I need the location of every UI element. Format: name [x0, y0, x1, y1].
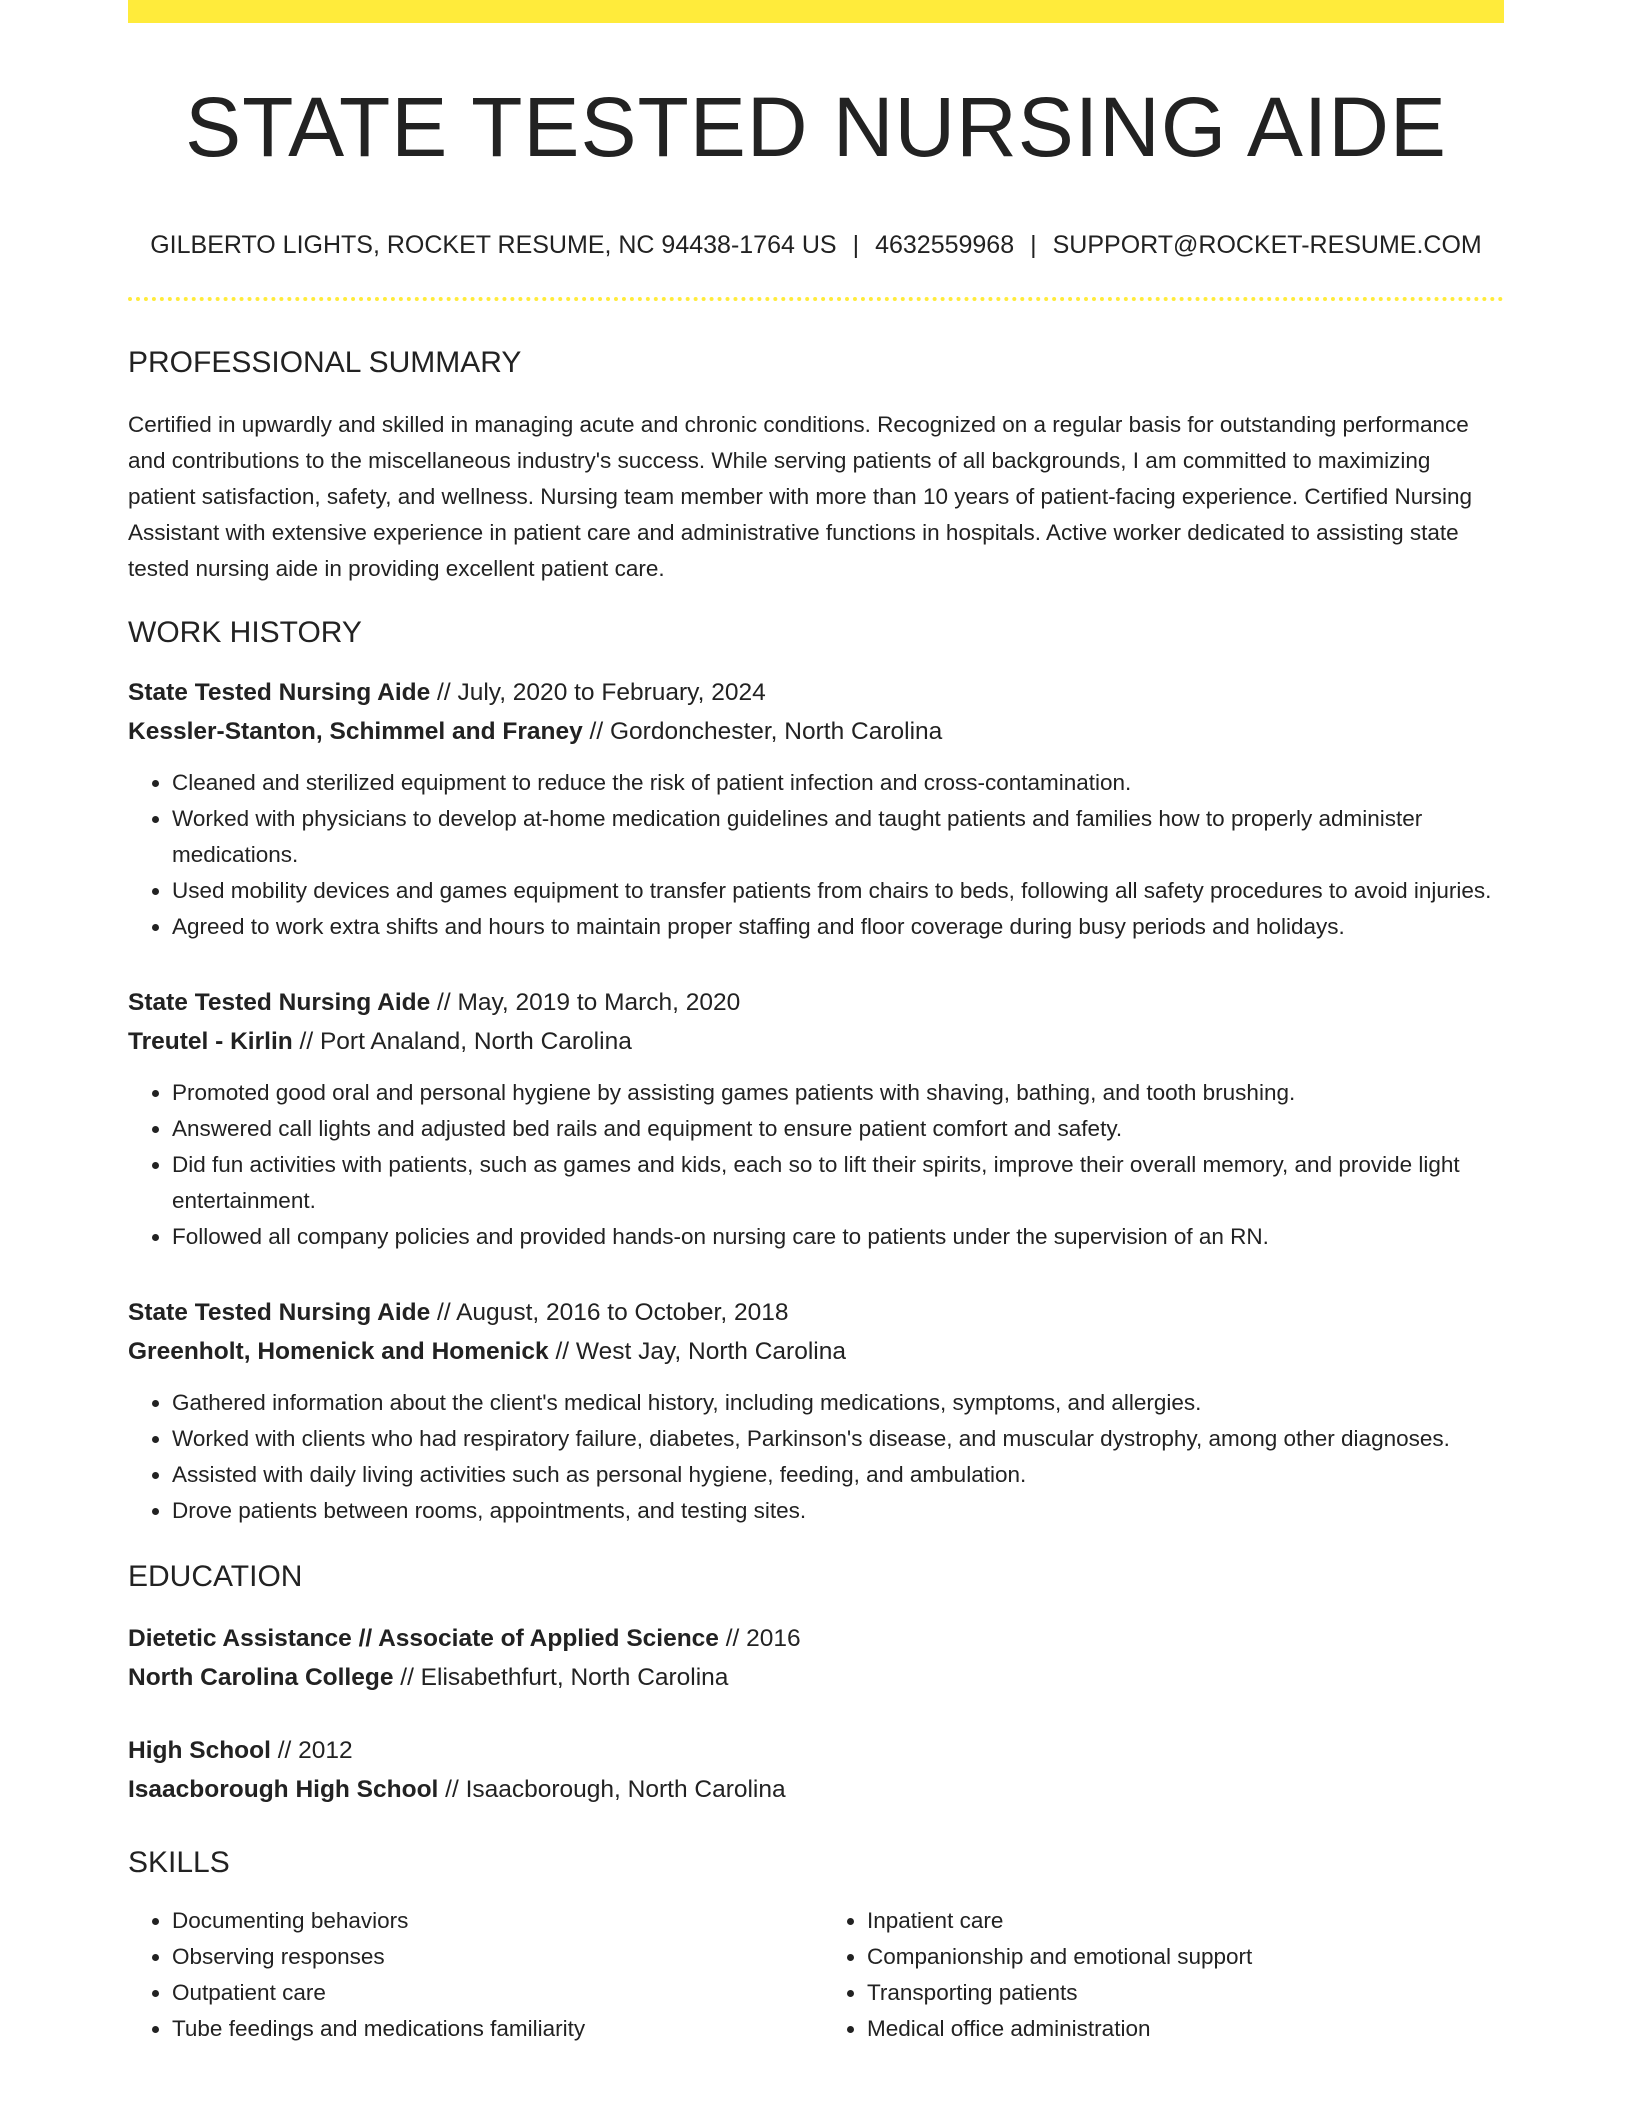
- resume-page: [128, 0, 1504, 2047]
- education-degree: High School: [128, 1736, 271, 1764]
- education-degree-line: [128, 1731, 1504, 1770]
- job-bullet: • Worked with physicians to develop at-home medication guidelines and taught patients and families how to properly administer medications.: [172, 801, 1504, 873]
- job-bullets: [128, 1075, 1504, 1255]
- header-divider: [128, 297, 1504, 301]
- skills-list-right: [809, 1903, 1504, 2047]
- contact-email: SUPPORT@ROCKET-RESUME.COM: [1052, 230, 1482, 259]
- job-bullets: [128, 765, 1504, 945]
- job-title-line: [128, 1293, 1504, 1332]
- job-title: State Tested Nursing Aide: [128, 1298, 431, 1326]
- job-bullet: • Agreed to work extra shifts and hours to maintain proper staffing and floor coverage during busy periods and holidays.: [172, 909, 1504, 945]
- skill-item: • Medical office administration: [867, 2011, 1504, 2047]
- education-degree-line: [128, 1619, 1504, 1658]
- job-bullet: • Gathered information about the client's medical history, including medications, symptoms, and allergies.: [172, 1385, 1504, 1421]
- skill-item: • Documenting behaviors: [172, 1903, 809, 1939]
- job-dates: // July, 2020 to February, 2024: [430, 678, 766, 706]
- job-company-line: [128, 1332, 1504, 1371]
- job-bullet: • Did fun activities with patients, such as games and kids, each so to lift their spirits, improve their overall memory, and provide light entertainment.: [172, 1147, 1504, 1219]
- summary-heading: PROFESSIONAL SUMMARY: [128, 345, 522, 379]
- contact-address: GILBERTO LIGHTS, ROCKET RESUME, NC 94438-1764 US: [150, 230, 837, 259]
- contact-phone: 4632559968: [875, 230, 1015, 259]
- job-bullet: • Worked with clients who had respiratory failure, diabetes, Parkinson's disease, and muscular dystrophy, among other diagnoses.: [172, 1421, 1504, 1457]
- job-location: // Gordonchester, North Carolina: [582, 717, 943, 745]
- job-company-line: [128, 712, 1504, 751]
- job-dates: // August, 2016 to October, 2018: [430, 1298, 789, 1326]
- job-bullet: • Answered call lights and adjusted bed rails and equipment to ensure patient comfort and safety.: [172, 1111, 1504, 1147]
- job-title: State Tested Nursing Aide: [128, 988, 431, 1016]
- job-bullets: [128, 1385, 1504, 1529]
- education-school: North Carolina College: [128, 1663, 394, 1691]
- summary-text: Certified in upwardly and skilled in managing acute and chronic conditions. Recognized on a regular basis for outstanding performance and contributions to the miscellaneous industry's success. While serving patients of all backgrounds, I am committed to maximizing patient satisfaction, safety, and wellness. Nursing team member with more than 10 years of patient-facing experience. Certified Nursing Assistant with extensive experience in patient care and administrative functions in hospitals. Active worker dedicated to assisting state tested nursing aide in providing excellent patient care.: [128, 411, 1472, 581]
- job-bullet: • Cleaned and sterilized equipment to reduce the risk of patient infection and cross-contamination.: [172, 765, 1504, 801]
- job-title-line: [128, 983, 1504, 1022]
- skills-heading: SKILLS: [128, 1845, 230, 1879]
- job-title: State Tested Nursing Aide: [128, 678, 431, 706]
- contact-separator: |: [852, 230, 860, 259]
- education-location: // Elisabethfurt, North Carolina: [393, 1663, 729, 1691]
- work-history-heading: WORK HISTORY: [128, 615, 362, 649]
- top-accent-bar: [128, 0, 1504, 23]
- skill-item: • Tube feedings and medications familiarity: [172, 2011, 809, 2047]
- education-school: Isaacborough High School: [128, 1775, 439, 1803]
- job-company: Kessler-Stanton, Schimmel and Franey: [128, 717, 583, 745]
- education-entry: [128, 1731, 1504, 1809]
- job-entry: [128, 1293, 1504, 1529]
- job-bullet: • Promoted good oral and personal hygiene by assisting games patients with shaving, bathing, and tooth brushing.: [172, 1075, 1504, 1111]
- education-entry: [128, 1619, 1504, 1697]
- job-entry: [128, 673, 1504, 945]
- education-year: // 2012: [270, 1736, 353, 1764]
- job-company-line: [128, 1022, 1504, 1061]
- job-entry: [128, 983, 1504, 1255]
- job-company: Treutel - Kirlin: [128, 1027, 293, 1055]
- education-heading: EDUCATION: [128, 1559, 303, 1593]
- skill-item: • Observing responses: [172, 1939, 809, 1975]
- skills-list-left: [128, 1903, 809, 2047]
- job-bullet: • Drove patients between rooms, appointments, and testing sites.: [172, 1493, 1504, 1529]
- skills-columns: [128, 1903, 1504, 2047]
- resume-title: STATE TESTED NURSING AIDE: [185, 80, 1447, 174]
- job-company: Greenholt, Homenick and Homenick: [128, 1337, 549, 1365]
- education-school-line: [128, 1770, 1504, 1809]
- job-location: // West Jay, North Carolina: [548, 1337, 846, 1365]
- contact-line: [128, 230, 1504, 260]
- job-location: // Port Analand, North Carolina: [292, 1027, 632, 1055]
- contact-separator: |: [1030, 230, 1037, 259]
- education-degree: Dietetic Assistance // Associate of Applied Science: [128, 1624, 719, 1652]
- education-school-line: [128, 1658, 1504, 1697]
- job-bullet: • Used mobility devices and games equipment to transfer patients from chairs to beds, following all safety procedures to avoid injuries.: [172, 873, 1504, 909]
- job-bullet: • Assisted with daily living activities such as personal hygiene, feeding, and ambulation.: [172, 1457, 1504, 1493]
- skill-item: • Companionship and emotional support: [867, 1939, 1504, 1975]
- job-title-line: [128, 673, 1504, 712]
- education-location: // Isaacborough, North Carolina: [438, 1775, 786, 1803]
- job-bullet: • Followed all company policies and provided hands-on nursing care to patients under the supervision of an RN.: [172, 1219, 1504, 1255]
- education-year: // 2016: [718, 1624, 801, 1652]
- job-dates: // May, 2019 to March, 2020: [430, 988, 741, 1016]
- skill-item: • Outpatient care: [172, 1975, 809, 2011]
- skill-item: • Inpatient care: [867, 1903, 1504, 1939]
- skill-item: • Transporting patients: [867, 1975, 1504, 2011]
